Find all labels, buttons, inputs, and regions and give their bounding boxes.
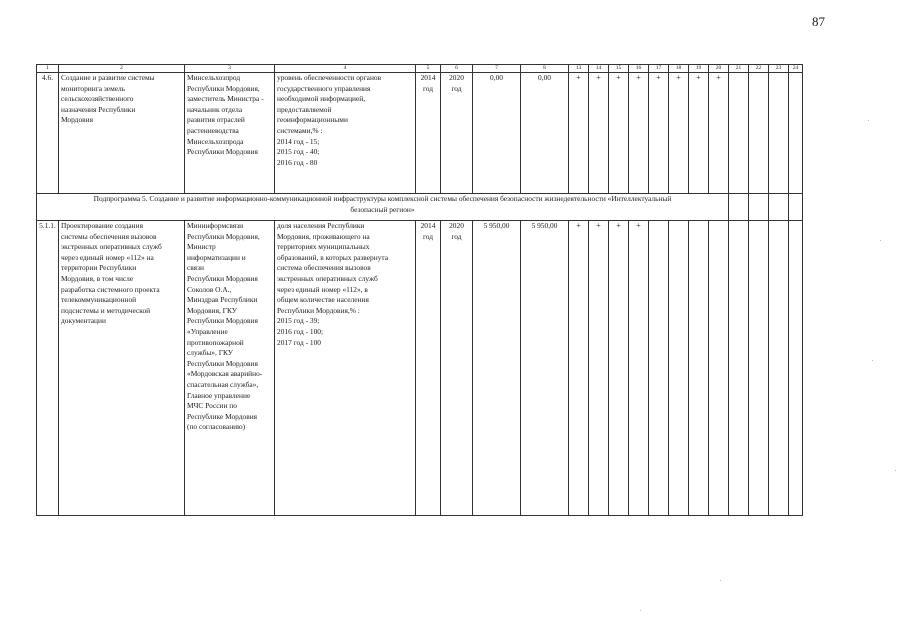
row-number: 5.1.1. xyxy=(37,221,59,516)
column-number: 19 xyxy=(689,65,709,73)
empty-cell xyxy=(789,194,803,221)
executor: Минсельхозпрод Республики Мордовия, заместитель Министра - начальник отдела развития отраслей растениеводства Минсельхозпрода Республики Мордовия xyxy=(185,73,275,194)
year-mark: + xyxy=(569,221,589,516)
column-number: 2 xyxy=(59,65,185,73)
year-mark xyxy=(729,73,749,194)
indicator: доля населения Республики Мордовия, проживающего на территориях муниципальных образований, в которых развернута система обеспечения вызовов экстренных оперативных служб через единый номер «112», в общем количестве населения Республики Мордовия,% : 2015 год - 39; 2016 год - 100; 2017 год - 100 xyxy=(275,221,416,516)
column-number: 23 xyxy=(769,65,789,73)
column-number: 7 xyxy=(473,65,521,73)
column-number: 6 xyxy=(441,65,473,73)
column-number: 24 xyxy=(789,65,803,73)
year-mark xyxy=(789,73,803,194)
year-mark: + xyxy=(689,73,709,194)
empty-cell xyxy=(729,194,749,221)
column-number: 14 xyxy=(589,65,609,73)
year-mark xyxy=(769,73,789,194)
empty-cell xyxy=(749,194,769,221)
year-mark: + xyxy=(569,73,589,194)
subprogram-row xyxy=(37,194,803,221)
column-number: 16 xyxy=(629,65,649,73)
year-mark: + xyxy=(629,221,649,516)
column-number: 8 xyxy=(521,65,569,73)
amount-col8: 5 950,00 xyxy=(521,221,569,516)
table-row xyxy=(37,221,803,516)
subprogram-title: Подпрограмма 5. Создание и развитие информационно-коммуникационной инфраструктуры комплексной системы обеспечения безопасности жизнедеятельности «Интеллектуальный безопасный регион» xyxy=(37,194,729,221)
empty-cell xyxy=(769,194,789,221)
column-number: 4 xyxy=(275,65,416,73)
amount-col7: 5 950,00 xyxy=(473,221,521,516)
year-mark: + xyxy=(649,73,669,194)
year-mark xyxy=(689,221,709,516)
column-number: 21 xyxy=(729,65,749,73)
column-number: 20 xyxy=(709,65,729,73)
year-mark: + xyxy=(609,221,629,516)
year-mark: + xyxy=(589,221,609,516)
year-mark xyxy=(709,221,729,516)
measure-name: Проектирование создания системы обеспечения вызовов экстренных оперативных служб через единый номер «112» на территории Республики Мордовия, в том числе разработка системного проекта телекоммуникационной подсистемы и методической документации xyxy=(59,221,185,516)
program-table xyxy=(36,64,803,516)
column-number: 13 xyxy=(569,65,589,73)
header-row xyxy=(37,65,803,73)
row-number: 4.6. xyxy=(37,73,59,194)
scan-speck xyxy=(880,240,881,241)
column-number: 22 xyxy=(749,65,769,73)
end-year: 2020 год xyxy=(441,221,473,516)
year-mark: + xyxy=(589,73,609,194)
year-mark xyxy=(749,73,769,194)
page-number: 87 xyxy=(812,14,825,29)
amount-col8: 0,00 xyxy=(521,73,569,194)
year-mark: + xyxy=(669,73,689,194)
start-year: 2014 год xyxy=(416,73,441,194)
year-mark xyxy=(669,221,689,516)
column-number: 1 xyxy=(37,65,59,73)
end-year: 2020 год xyxy=(441,73,473,194)
scan-speck xyxy=(895,470,896,471)
column-number: 18 xyxy=(669,65,689,73)
year-mark: + xyxy=(609,73,629,194)
scan-speck xyxy=(868,120,869,121)
scan-speck xyxy=(640,610,641,611)
executor: Мининформсвязи Республики Мордовия, Министр информатизации и связи Республики Мордовия Соколов О.А., Минздрав Республики Мордовия, ГКУ Республики Мордовия «Управление противопожарной службы», ГКУ Республики Мордовия «Мордовская аварийно- спасательная служба», Главное управление МЧС России по Республике Мордовия (по согласованию) xyxy=(185,221,275,516)
table-row xyxy=(37,73,803,194)
indicator: уровень обеспеченности органов государственного управления необходимой информацией, предоставляемой геоинформационными системами,% : 2014 год - 15; 2015 год - 40; 2016 год - 80 xyxy=(275,73,416,194)
scan-speck xyxy=(720,580,721,581)
column-number: 15 xyxy=(609,65,629,73)
scan-speck xyxy=(872,360,873,361)
year-mark xyxy=(729,221,749,516)
year-mark xyxy=(749,221,769,516)
start-year: 2014 год xyxy=(416,221,441,516)
amount-col7: 0,00 xyxy=(473,73,521,194)
column-number: 17 xyxy=(649,65,669,73)
year-mark xyxy=(769,221,789,516)
year-mark xyxy=(649,221,669,516)
column-number: 3 xyxy=(185,65,275,73)
year-mark xyxy=(789,221,803,516)
measure-name: Создание и развитие системы мониторинга земель сельскохозяйственного назначения Республики Мордовия xyxy=(59,73,185,194)
year-mark: + xyxy=(709,73,729,194)
column-number: 5 xyxy=(416,65,441,73)
year-mark: + xyxy=(629,73,649,194)
